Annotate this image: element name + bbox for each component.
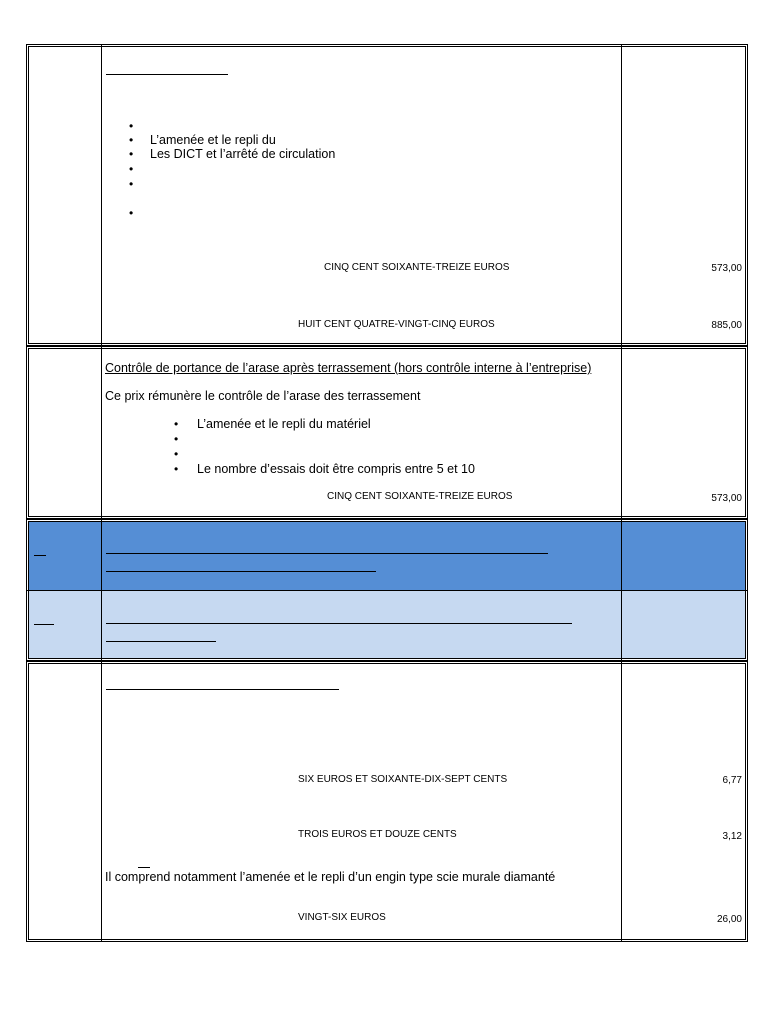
bullet-marker: •: [129, 147, 134, 161]
price-in-words: CINQ CENT SOIXANTE-TREIZE EUROS: [327, 491, 513, 502]
price-amount: 26,00: [716, 914, 742, 925]
bullet-marker: •: [174, 417, 179, 431]
price-amount: 573,00: [711, 493, 742, 504]
price-amount: 3,12: [722, 831, 742, 842]
bullet-marker: •: [129, 177, 134, 191]
bullet-marker: •: [129, 206, 134, 220]
section-title-underline: [106, 74, 228, 75]
bullet-item: L’amenée et le repli du: [150, 133, 276, 147]
bullet-marker: •: [174, 447, 179, 461]
section-title: Contrôle de portance de l’arase après terrassement (hors contrôle interne à l’entreprise): [105, 361, 592, 375]
bullet-marker: •: [129, 133, 134, 147]
price-table-section-2: [26, 346, 748, 519]
bullet-item: Le nombre d’essais doit être compris entre 5 et 10: [197, 462, 475, 476]
bullet-marker: •: [174, 432, 179, 446]
price-table-section-5: [26, 661, 748, 942]
section-title-underline: [106, 689, 339, 690]
chapter-header-row: [29, 522, 745, 591]
price-amount: 6,77: [722, 775, 742, 786]
chapter-header-block: [26, 519, 748, 661]
price-in-words: CINQ CENT SOIXANTE-TREIZE EUROS: [324, 262, 510, 273]
price-table-section-1: [26, 44, 748, 346]
bullet-item: L’amenée et le repli du matériel: [197, 417, 371, 431]
price-in-words: HUIT CENT QUATRE-VINGT-CINQ EUROS: [298, 319, 495, 330]
bullet-item: Les DICT et l’arrêté de circulation: [150, 147, 336, 161]
bullet-marker: •: [129, 119, 134, 133]
bullet-marker: •: [174, 462, 179, 476]
section-description: Ce prix rémunère le contrôle de l’arase des terrassement: [105, 389, 421, 403]
subchapter-header-row: [29, 591, 745, 659]
price-in-words: SIX EUROS ET SOIXANTE-DIX-SEPT CENTS: [298, 774, 508, 785]
price-amount: 885,00: [711, 320, 742, 331]
price-amount: 573,00: [711, 263, 742, 274]
section-note: Il comprend notamment l’amenée et le repli d’un engin type scie murale diamanté: [105, 870, 556, 884]
price-in-words: TROIS EUROS ET DOUZE CENTS: [298, 829, 457, 840]
bullet-marker: •: [129, 162, 134, 176]
price-in-words: VINGT-SIX EUROS: [298, 912, 386, 923]
